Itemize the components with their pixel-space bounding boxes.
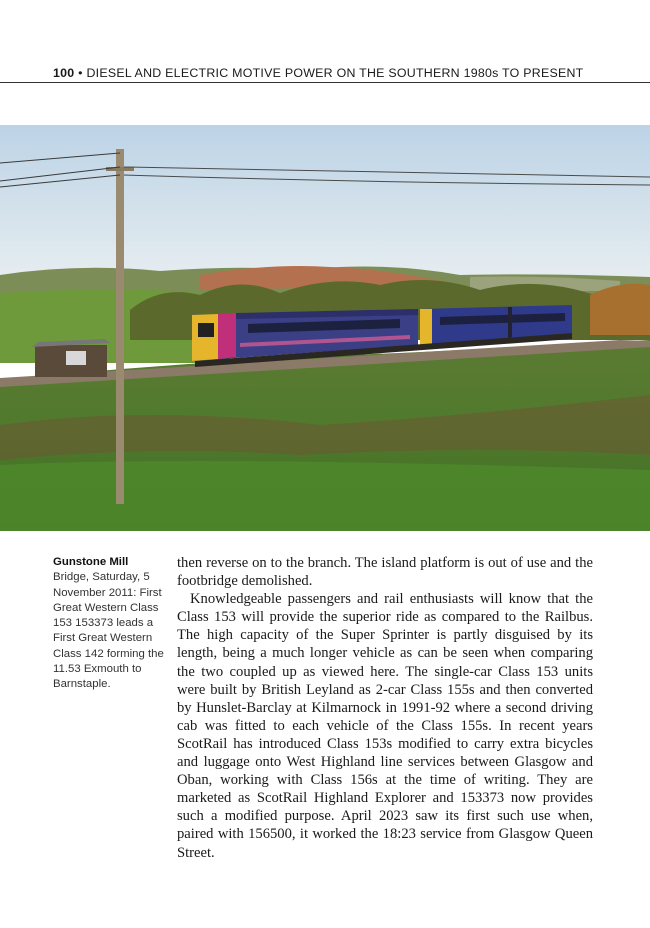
caption-title: Gunstone Mill: [53, 556, 129, 568]
train-photo: [0, 125, 650, 531]
running-header: [53, 66, 598, 80]
header-separator: •: [78, 66, 83, 80]
sky: [0, 125, 650, 285]
photo-caption: [53, 555, 165, 693]
autumn-trees: [590, 284, 650, 335]
near-grass: [0, 461, 650, 531]
header-title: DIESEL AND ELECTRIC MOTIVE POWER ON THE SOUTHERN 1980s TO PRESENT: [86, 66, 584, 80]
paragraph-1: then reverse on to the branch. The island platform is out of use and the footbridge demolished.: [177, 555, 593, 590]
page-number: 100: [53, 66, 75, 80]
header-rule: [0, 82, 650, 83]
body-text: [177, 554, 593, 862]
caption-text: Bridge, Saturday, 5 November 2011: First Great Western Class 153 153373 leads a First Great Western Class 142 forming the 11.53 Exmouth to Barnstaple.: [53, 571, 164, 691]
telegraph-pole: [116, 149, 124, 504]
paragraph-2: Knowledgeable passengers and rail enthusiasts will know that the Class 153 will provide the superior ride as compared to the Railbus. The high capacity of the Super Sprinter is partly disguised by its length, being a much longer vehicle as can be seen when comparing the two coupled up as viewed here. The single-car Class 153 units were built by British Leyland as 2-car Class 155s and then converted by Hunslet-Barclay at Kilmarnock in 1991-92 where a second driving cab was fitted to each vehicle of the Class 155s. In recent years ScotRail has introduced Class 153s modified to carry extra bicycles and luggage onto West Highland line services between Glasgow and Oban, working with Class 156s at the time of writing. They are marketed as ScotRail Highland Explorer and 153373 now provides such a modified purpose. April 2023 saw its first such use when, paired with 156500, it worked the 18:23 service from Glasgow Queen Street.: [177, 591, 593, 861]
hut-window: [66, 351, 86, 365]
